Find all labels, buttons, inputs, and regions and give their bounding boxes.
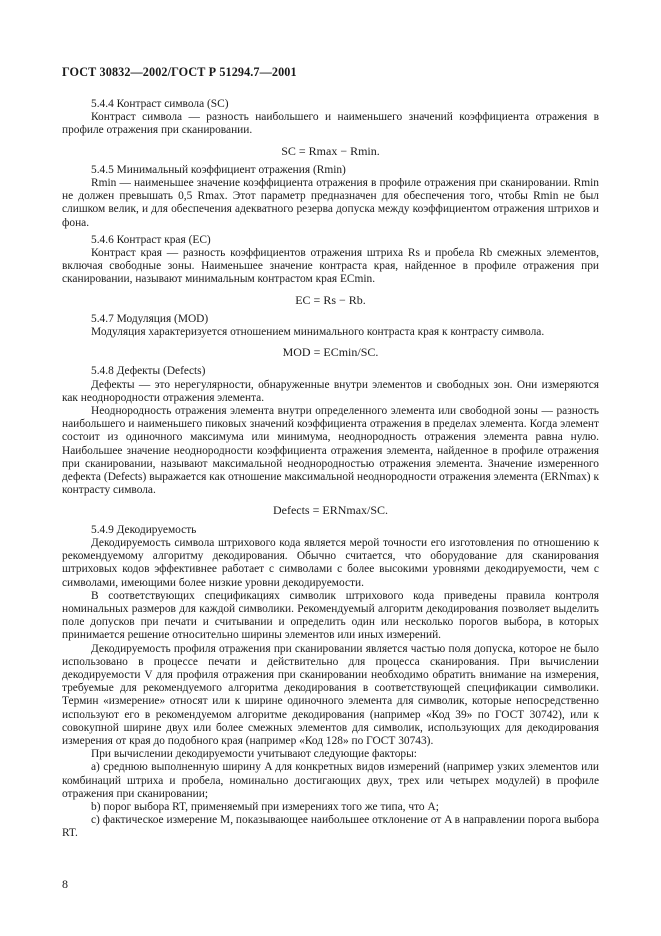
section-heading: 5.4.7 Модуляция (MOD) — [91, 312, 209, 325]
paragraph: b) порог выбора RT, применяемый при измерениях того же типа, что A; — [91, 800, 439, 813]
section-heading: 5.4.5 Минимальный коэффициент отражения (Rmin) — [91, 163, 346, 176]
paragraph: При вычислении декодируемости учитывают следующие факторы: — [91, 748, 417, 761]
section-heading: 5.4.4 Контраст символа (SC) — [91, 98, 229, 110]
section-heading: 5.4.9 Декодируемость — [91, 523, 197, 536]
paragraph: Модуляция характеризуется отношением минимального контраста края к контрасту символа. — [91, 326, 545, 339]
page-number: 8 — [62, 877, 68, 891]
page-header: ГОСТ 30832—2002/ГОСТ Р 51294.7—2001 — [62, 65, 297, 79]
section-heading: 5.4.6 Контраст края (EC) — [91, 233, 211, 246]
formula: Defects = ERNmax/SC. — [272, 503, 389, 518]
paragraph: Контраст края — разность коэффициентов отражения штриха Rs и пробела Rb смежных элементов, включая свободные зоны. Наименьшее значение контраста края, найденное в профиле отражения при сканировании, называют минимальным контрастом края ECmin. — [62, 247, 599, 286]
paragraph: Контраст символа — разность наибольшего и наименьшего значений коэффициента отражения в профиле отражения при сканировании. — [62, 111, 599, 137]
paragraph: Rmin — наименьшее значение коэффициента отражения в профиле отражения при сканировании. Rmin не должен превышать 0,5 Rmax. Этот параметр предназначен для обеспечения того, чтобы Rmin не был слишком велик, и для обеспечения адекватного резерва допуска между коэффициентом отражения штрихов и фона. — [62, 177, 599, 229]
document-body — [62, 98, 599, 841]
paragraph: Неоднородность отражения элемента внутри определенного элемента или свободной зоны — разность наибольшего и наименьшего пиковых значений коэффициента отражения в пределах элемента. Когда элемент состоит из одиночного максимума или минимума, неоднородность отражения элемента равна нулю. Наибольшее значение неоднородности коэффициента отражения элемента, найденное в профиле отражения при сканировании, называют максимальной неоднородностью отражения элемента. Значение измеренного дефекта (Defects) выражается как отношение максимальной неоднородности отражения элемента (ERNmax) к контрасту символа. — [62, 405, 599, 497]
paragraph: Декодируемость символа штрихового кода является мерой точности его изготовления по отношению к рекомендуемому алгоритму декодирования. Обычно считается, что оборудование для сканирования штриховых кодов эффективнее работает с символами с более высокими уровнями декодируемости, чем с символами, имеющими более низкие уровни декодируемости. — [62, 536, 599, 589]
section-heading: 5.4.8 Дефекты (Defects) — [91, 365, 206, 378]
paragraph: Декодируемость профиля отражения при сканировании является частью поля допуска, которое не было использовано в процессе печати и действительно для процесса сканирования. При вычислении декодируемости V для профиля отражения при сканировании необходимо обратить внимание на измерения, требуемые для рекомендуемого алгоритма декодирования в соответствующей спецификации символики. Термин «измерение» относят или к ширине одиночного элемента для символик, которые непосредственно используют его в рекомендуемом алгоритме декодирования (например «Код 39» по ГОСТ 30742), или к совокупной ширине двух или более смежных элементов для символик, использующих для декодирования измерения от края до подобного края (например «Код 128» по ГОСТ 30743). — [62, 642, 599, 747]
paragraph: а) среднюю выполненную ширину A для конкретных видов измерений (например узких элементов или комбинаций штриха и пробела, номинально достигающих двух, трех или четырех модулей) в профиле отражения при сканировании; — [62, 761, 599, 800]
paragraph: Дефекты — это нерегулярности, обнаруженные внутри элементов и свободных зон. Они измеряются как неоднородности отражения элемента. — [62, 378, 599, 404]
paragraph: с) фактическое измерение M, показывающее наибольшее отклонение от A в направлении порога выбора RT. — [62, 814, 599, 840]
formula: EC = Rs − Rb. — [295, 292, 366, 307]
formula: MOD = ECmin/SC. — [282, 345, 379, 360]
paragraph: В соответствующих спецификациях символик штрихового кода приведены правила контроля номинальных размеров для каждой символики. Рекомендуемый алгоритм декодирования позволяет выделить поле допусков при печати и считывании и определить один или несколько порогов выбора, в которых принимается решение относительно ширины элементов или иных измерений. — [62, 589, 599, 642]
formula: SC = Rmax − Rmin. — [281, 143, 380, 158]
